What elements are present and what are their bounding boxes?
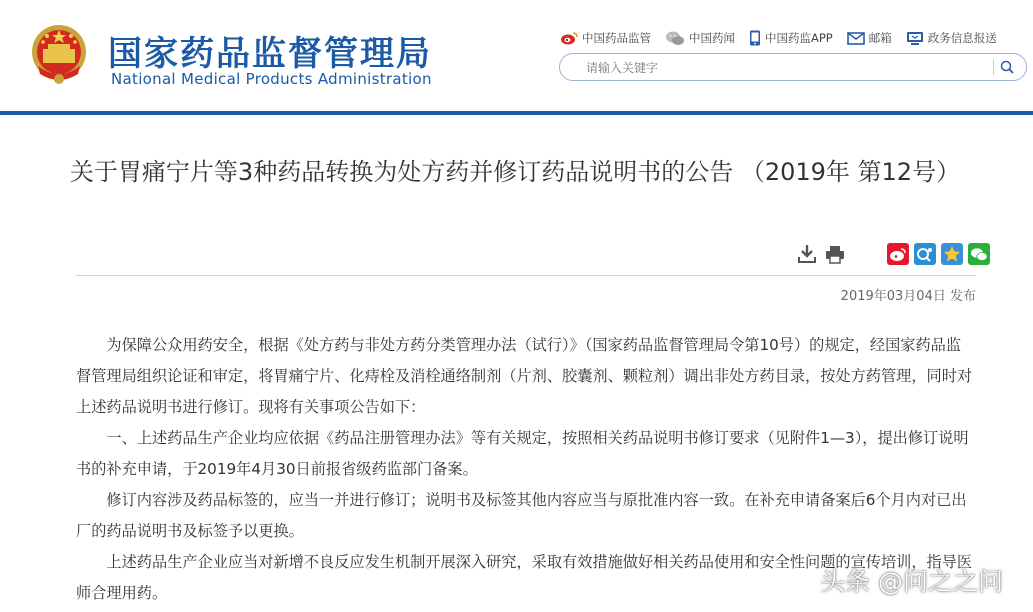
site-name-en[interactable]: National Medical Products Administration — [111, 70, 432, 88]
link-mail[interactable] — [847, 30, 892, 46]
wechat-share-icon — [970, 247, 988, 262]
link-label: 中国药闻 — [689, 31, 735, 45]
search-box — [559, 53, 1027, 81]
paragraph: 为保障公众用药安全，根据《处方药与非处方药分类管理办法（试行）》（国家药品监督管理局令第10号）的规定，经国家药品监督管理局组织论证和审定，将胃痛宁片、化痔栓及消栓通络制剂（片剂、胶囊剂、颗粒剂）调出非处方药目录，按处方药管理，同时对上述药品说明书进行修订。现将有关事项公告如下： — [76, 336, 973, 416]
paragraph: 一、上述药品生产企业均应依据《药品注册管理办法》等有关规定，按照相关药品说明书修订要求（见附件1—3），提出修订说明书的补充申请，于2019年4月30日前报省级药监部门备案。 — [76, 429, 969, 478]
paragraph: 上述药品生产企业应当对新增不良反应发生机制开展深入研究，采取有效措施做好相关药品使用和安全性问题的宣传培训，指导医师合理用药。 — [76, 553, 973, 602]
share-wechat-button[interactable] — [968, 243, 990, 265]
print-icon — [825, 245, 845, 264]
article-toolbar — [796, 243, 990, 265]
report-icon — [906, 31, 924, 46]
link-label: 政务信息报送 — [927, 31, 997, 45]
date-text: 2019年03月04日 — [840, 289, 946, 304]
link-app[interactable] — [749, 30, 833, 46]
favorite-share-icon — [943, 245, 961, 263]
link-label: 中国药品监管 — [582, 31, 651, 45]
weibo-icon — [560, 31, 578, 45]
top-links — [560, 30, 1011, 46]
publish-label: 发布 — [949, 289, 976, 304]
paragraph: 修订内容涉及药品标签的，应当一并进行修订；说明书及标签其他内容应当与原批准内容一致。在补充申请备案后6个月内对已出厂的药品说明书及标签予以更换。 — [76, 491, 967, 540]
link-report[interactable] — [906, 30, 997, 46]
share-weibo-button[interactable] — [887, 243, 909, 265]
print-button[interactable] — [824, 243, 846, 265]
download-icon — [798, 244, 816, 264]
weibo-share-icon — [889, 247, 907, 262]
site-header — [0, 0, 1033, 113]
link-label: 中国药监APP — [765, 31, 833, 45]
publish-date — [841, 285, 976, 304]
wechat-icon — [665, 31, 685, 46]
share-qzone-button[interactable] — [914, 243, 936, 265]
mail-icon — [847, 32, 865, 45]
qzone-share-icon — [916, 245, 934, 263]
search-input[interactable] — [584, 58, 988, 78]
link-label: 邮箱 — [868, 31, 892, 45]
search-icon — [1000, 60, 1014, 74]
share-favorite-button[interactable] — [941, 243, 963, 265]
site-name-cn[interactable]: 国家药品监督管理局 — [108, 34, 432, 74]
search-button[interactable] — [993, 59, 1016, 75]
article-title: 关于胃痛宁片等3种药品转换为处方药并修订药品说明书的公告 （2019年 第12号） — [69, 158, 961, 186]
title-divider — [76, 275, 976, 276]
link-wechat[interactable] — [665, 30, 735, 46]
national-emblem-icon — [28, 22, 90, 88]
link-weibo[interactable] — [560, 30, 651, 46]
mobile-icon — [749, 30, 761, 46]
download-button[interactable] — [796, 243, 818, 265]
header-divider — [0, 111, 1033, 115]
watermark: 头条 @问之之问 — [820, 567, 1003, 596]
